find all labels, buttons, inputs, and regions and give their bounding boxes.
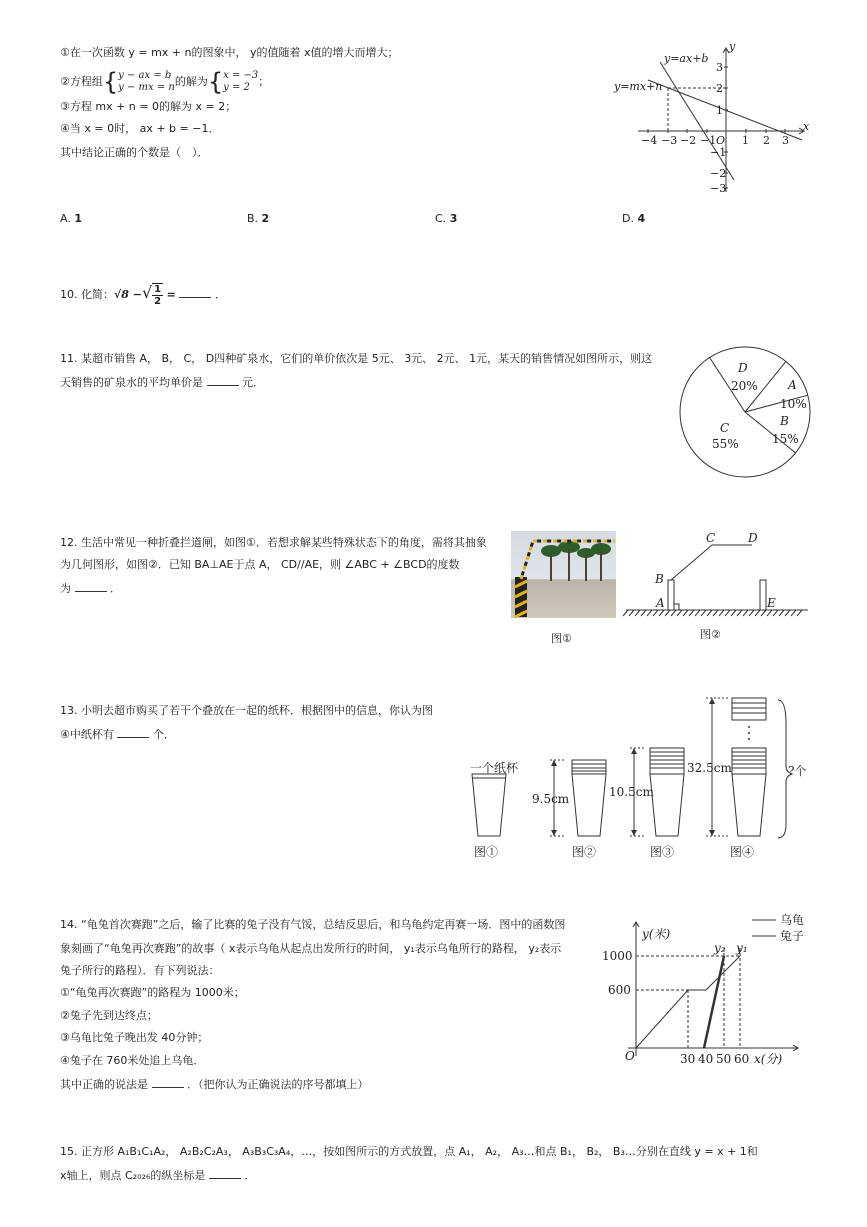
barrier-gate-photo [511,531,616,618]
ground-hatch [635,610,640,616]
svg-text:−1: −1 [700,134,717,147]
q14-claim-3: ③乌龟比兔子晚出发 40分钟； [60,1031,209,1044]
pie-value-b: 15% [772,432,799,446]
cup-fig1-caption: 图① [474,845,499,859]
pie-label-d: D [738,361,748,375]
q11-line1: 11. 某超市销售 A， B， C， D四种矿泉水，它们的单价依次是 5元、 3元、 2元、 1元，某天的销售情况如图所示，则这 [60,352,653,365]
ground-hatch [731,610,736,616]
svg-text:2: 2 [716,82,723,95]
q9-statement-2: ②方程组{ y − ax = b y − mx = n 的解为{ x = −3 y = 2 ； [60,68,270,96]
point-d: D [748,531,758,545]
ground-hatch [641,610,646,616]
answer-blank-q12[interactable] [75,581,107,592]
svg-text:−3: −3 [661,134,678,147]
q9-option-c[interactable]: C. 3 [435,212,458,225]
race-x-label: x(分) [754,1052,783,1066]
answer-blank-q11[interactable] [207,375,239,386]
point-c: C [706,531,716,545]
cup-count-unknown: ?个 [788,764,807,778]
q14-question: 其中正确的说法是 ．（把你认为正确说法的序号都填上） [60,1078,369,1091]
y-axis-label: y [729,40,736,53]
q12-line3: 为 ． [60,582,121,595]
fig1-caption: 图① [551,632,572,645]
y-tick-1000: 1000 [602,949,633,963]
fraction: $\frac{1}{2}$ [154,284,162,307]
rabbit-line [704,956,724,1048]
origin-label: O [716,134,726,147]
svg-text:3: 3 [716,61,723,74]
single-cup-label: 一个纸杯 [470,761,519,775]
ground-hatch [653,610,658,616]
q9-option-a[interactable]: A. 1 [60,212,82,225]
q14-line2: 象刻画了“龟兔再次赛跑”的故事（ x表示乌龟从起点出发所行的时间， y₁表示乌龟所行的路程， y₂表示 [60,942,562,955]
q11-pie-chart [676,344,826,482]
height-fig2: 9.5cm [532,792,570,806]
svg-text:50: 50 [716,1052,732,1066]
q15-line1: 15. 正方形 A₁B₁C₁A₂， A₂B₂C₂A₃， A₃B₃C₃A₄，…，按如图所示的方式放置，点 A₁， A₂， A₃…和点 B₁， B₂， B₃…分别在直线 y = x + 1和 [60,1145,758,1158]
q12-line1: 12. 生活中常见一种折叠拦道闸，如图①．若想求解某些特殊状态下的角度，需将其抽象 [60,536,487,549]
ground-hatch [629,610,634,616]
ground-hatch [623,610,628,616]
ground-hatch [773,610,778,616]
y2-label: y₂ [714,941,726,955]
height-fig3: 10.5cm [609,785,654,799]
pie-value-c: 55% [712,437,739,451]
y1-label: y₁ [736,941,748,955]
q15-line2: x轴上，则点 C₂₀₂₆的纵坐标是 ． [60,1169,256,1182]
q9-line2-label: y=mx+n [614,80,663,93]
q14-claim-2: ②兔子先到达终点； [60,1009,158,1022]
cup-fig4-caption: 图④ [730,845,755,859]
q9-statement-1: ①在一次函数 y = mx + n的图象中， y的值随着 x值的增大而增大； [60,46,399,59]
q9-option-b[interactable]: B. 2 [247,212,270,225]
fig2-caption: 图② [700,628,721,641]
ground-hatch [785,610,790,616]
pie-label-b: B [780,414,789,428]
ground-hatch [647,610,652,616]
ground-hatch [689,610,694,616]
ground-hatch [701,610,706,616]
ground-hatch [737,610,742,616]
point-a: A [656,596,665,610]
q10-text: 10. 化简：√8 −√ $\frac{1}{2}$ = ． [60,283,226,307]
cup-fig3-caption: 图③ [650,845,675,859]
svg-text:3: 3 [782,134,789,147]
q13-line2: ④中纸杯有 个． [60,728,175,741]
ground-hatch [797,610,802,616]
line-ax-plus-b [660,62,734,180]
q11-line2: 天销售的矿泉水的平均单价是 元． [60,376,264,389]
svg-text:30: 30 [680,1052,696,1066]
ground-hatch [767,610,772,616]
q9-s2-prefix: ②方程组 [60,75,103,88]
height-fig4: 32.5cm [687,761,732,775]
ground-hatch [671,610,676,616]
legend-rabbit: 兔子 [780,929,805,943]
ground-hatch [695,610,700,616]
pie-value-d: 20% [731,379,758,393]
ground-hatch [659,610,664,616]
sqrt-expression: √8 − [114,288,142,301]
x-axis-label: x [803,120,810,133]
answer-blank-q14[interactable] [152,1077,184,1088]
q9-line1-label: y=ax+b [664,52,709,65]
pie-label-a: A [788,378,797,392]
answer-blank-q10[interactable] [179,287,211,298]
barrier-gate-illustration [511,531,616,618]
ground-hatch [707,610,712,616]
q14-claim-4: ④兔子在 760米处追上乌龟． [60,1054,205,1067]
ground-hatch [749,610,754,616]
q14-line3: 兔子所行的路程）．有下列说法： [60,964,220,977]
svg-text:−2: −2 [680,134,697,147]
left-brace-icon: { [102,68,119,96]
q13-line1: 13. 小明去超市购买了若干个叠放在一起的纸杯．根据图中的信息，你认为图 [60,704,433,717]
cup-fig2-caption: 图② [572,845,597,859]
answer-blank-q15[interactable] [209,1168,241,1179]
q12-line2: 为几何图形，如图②．已知 BA⊥AE于点 A， CD//AE，则 ∠ABC + ∠BCD的度数 [60,558,460,571]
svg-text:1: 1 [742,134,749,147]
q13-paper-cups-figure [466,694,822,864]
point-b: B [655,572,664,586]
svg-text:−1: −1 [710,146,727,159]
q9-s2-mid: 的解为 [174,75,208,88]
ground-hatch [719,610,724,616]
equation-system-1: y − ax = b y − mx = n [118,70,175,93]
ground-hatch [677,610,682,616]
point-e: E [767,596,776,610]
svg-text:1: 1 [716,104,723,117]
ground-hatch [755,610,760,616]
ground-hatch [725,610,730,616]
svg-text:−3: −3 [710,182,727,195]
ground-hatch [779,610,784,616]
ground-hatch [713,610,718,616]
ground-hatch [791,610,796,616]
q9-linear-graph [610,40,820,200]
q14-line1: 14. “龟兔首次赛跑”之后，输了比赛的兔子没有气馁，总结反思后，和乌龟约定再赛一场．图中的函数图 [60,918,566,931]
svg-text:60: 60 [734,1052,750,1066]
y-tick-600: 600 [608,983,631,997]
pie-value-a: 10% [780,397,807,411]
ground-hatch [665,610,670,616]
race-origin: O [625,1049,635,1063]
answer-blank-q13[interactable] [117,727,149,738]
svg-text:−4: −4 [641,134,658,147]
legend-tortoise: 乌龟 [780,913,805,927]
sqrt-icon: √ [141,283,153,302]
ground-hatch [761,610,766,616]
q14-claim-1: ①“龟兔再次赛跑”的路程为 1000米； [60,986,245,999]
race-y-label: y(米) [642,927,671,941]
svg-text:−2: −2 [710,167,727,180]
pie-label-c: C [720,421,730,435]
ground-hatch [743,610,748,616]
equation-system-2: x = −3 y = 2 [223,70,259,93]
svg-text:2: 2 [763,134,770,147]
q9-question: 其中结论正确的个数是（ ）． [60,146,209,159]
q12-geometry-figure [622,530,812,620]
left-brace-icon: { [207,68,224,96]
svg-text:40: 40 [698,1052,714,1066]
q9-statement-4: ④当 x = 0时， ax + b = −1． [60,122,220,135]
q9-option-d[interactable]: D. 4 [622,212,646,225]
ground-hatch [683,610,688,616]
q9-statement-3: ③方程 mx + n = 0的解为 x = 2； [60,100,237,113]
q14-race-graph [600,908,816,1066]
